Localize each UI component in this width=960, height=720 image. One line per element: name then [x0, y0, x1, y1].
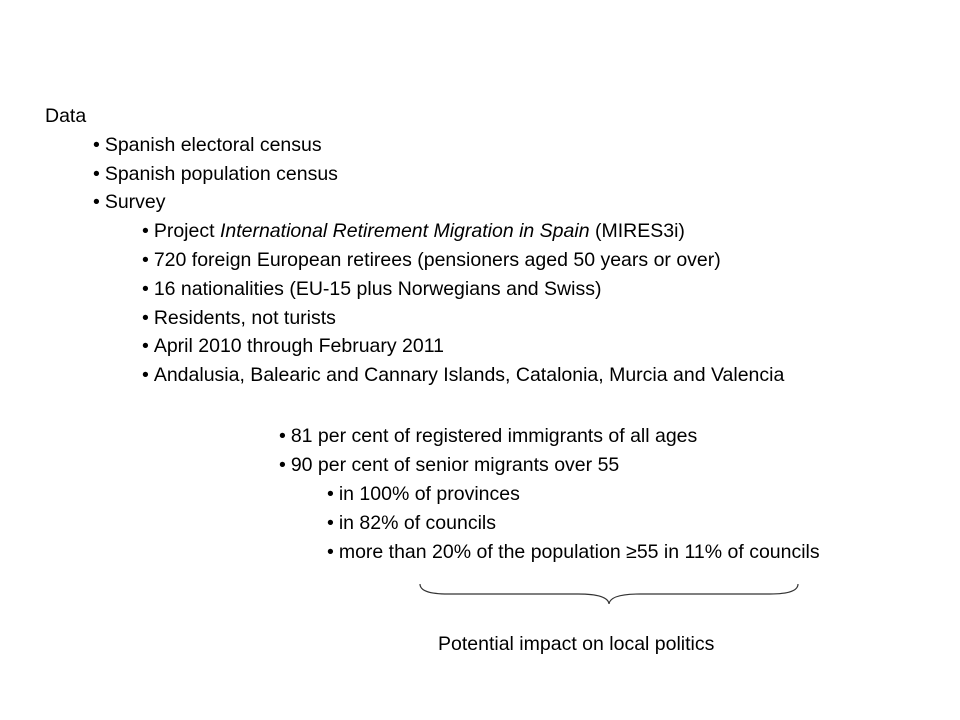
project-prefix: Project: [153, 220, 220, 242]
list-item-population-census: [93, 162, 338, 186]
bullet: •: [327, 512, 334, 534]
bullet: •: [142, 220, 149, 242]
heading-data: Data: [45, 105, 87, 127]
project-suffix: (MIRES3i): [589, 220, 685, 242]
list-item-senior-migrants: [279, 453, 619, 477]
list-item-nationalities: [142, 277, 601, 301]
list-item-period: [142, 334, 444, 358]
bullet: •: [93, 163, 100, 185]
list-item-text: 90 per cent of senior migrants over 55: [290, 454, 620, 476]
list-item-survey: [93, 190, 166, 214]
conclusion-text: Potential impact on local politics: [438, 633, 715, 655]
list-item-residents: [142, 306, 336, 330]
bullet: •: [93, 191, 100, 213]
list-item-text: April 2010 through February 2011: [153, 335, 444, 357]
list-item-population-share: [327, 540, 820, 564]
list-item-text: Spanish electoral census: [104, 134, 322, 156]
list-item-text: 81 per cent of registered immigrants of all ages: [290, 425, 698, 447]
bullet: •: [279, 454, 286, 476]
list-item-councils: [327, 511, 496, 535]
list-item-registered-immigrants: [279, 424, 697, 448]
list-item-text: Andalusia, Balearic and Cannary Islands, Catalonia, Murcia and Valencia: [153, 364, 785, 386]
list-item-retirees: [142, 248, 721, 272]
list-item-text: Spanish population census: [104, 163, 338, 185]
bullet: •: [279, 425, 286, 447]
list-item-project: [142, 219, 685, 243]
list-item-text: in 82% of councils: [338, 512, 496, 534]
bullet: •: [142, 364, 149, 386]
bullet: •: [142, 335, 149, 357]
bullet: •: [142, 278, 149, 300]
list-item-text: 16 nationalities (EU-15 plus Norwegians and Swiss): [153, 278, 602, 300]
list-item-text: Survey: [104, 191, 166, 213]
list-item-text: in 100% of provinces: [338, 483, 520, 505]
bullet: •: [327, 483, 334, 505]
bullet: •: [327, 541, 334, 563]
list-item-text: Residents, not turists: [153, 307, 336, 329]
list-item-electoral-census: [93, 133, 322, 157]
bullet: •: [142, 307, 149, 329]
list-item-provinces: [327, 482, 520, 506]
list-item-regions: [142, 363, 784, 387]
list-item-text: 720 foreign European retirees (pensioners aged 50 years or over): [153, 249, 721, 271]
project-name: International Retirement Migration in Spain: [219, 220, 590, 242]
brace-path: [420, 584, 798, 604]
curly-brace: [418, 580, 802, 606]
bullet: •: [142, 249, 149, 271]
list-item-text: more than 20% of the population ≥55 in 11% of councils: [338, 541, 820, 563]
bullet: •: [93, 134, 100, 156]
